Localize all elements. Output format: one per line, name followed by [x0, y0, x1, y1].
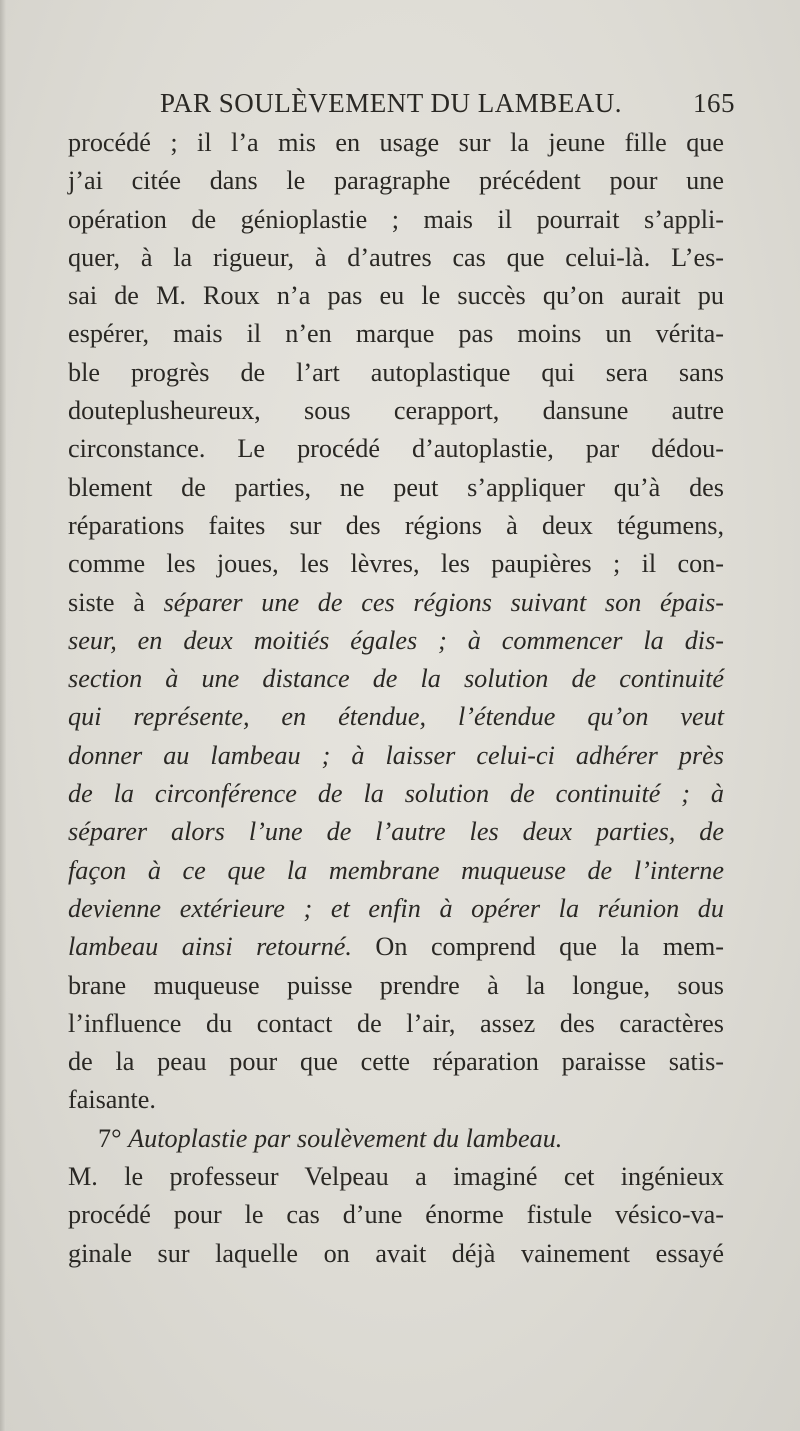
text-line: faisante.	[68, 1085, 156, 1115]
section-number: 7°	[98, 1123, 129, 1153]
section-title: Autoplastie par soulèvement du lambeau.	[128, 1123, 563, 1153]
text-line: ginale sur laquelle on avait déjà vainement essayé	[68, 1238, 724, 1268]
page-header	[160, 88, 735, 124]
text-line: comme les joues, les lèvres, les paupières ; il con-	[68, 549, 724, 579]
text-line	[68, 584, 724, 622]
text-line: douteplusheureux, sous cerapport, dansune autre	[68, 396, 724, 426]
italic-segment: lambeau ainsi retourné.	[68, 932, 352, 962]
text-line: procédé pour le cas d’une énorme fistule vésico-va-	[68, 1200, 724, 1230]
text-line: façon à ce que la membrane muqueuse de l’interne	[68, 855, 724, 885]
text-line: quer, à la rigueur, à d’autres cas que celui-là. L’es-	[68, 242, 724, 272]
text-line: brane muqueuse puisse prendre à la longue, sous	[68, 970, 724, 1000]
text-line: de la peau pour que cette réparation paraisse satis-	[68, 1047, 724, 1077]
text-line: donner au lambeau ; à laisser celui-ci adhérer près	[68, 740, 724, 770]
page-edge-shadow	[0, 0, 6, 1431]
text-line: circonstance. Le procédé d’autoplastie, par dédou-	[68, 434, 724, 464]
text-line	[68, 928, 724, 966]
text-line: devienne extérieure ; et enfin à opérer la réunion du	[68, 893, 724, 923]
text-segment: On comprend que la mem-	[351, 932, 724, 962]
text-line: j’ai citée dans le paragraphe précédent pour une	[68, 166, 724, 196]
text-line: qui représente, en étendue, l’étendue qu’on veut	[68, 702, 724, 732]
italic-segment: séparer une de ces régions suivant son épais-	[144, 587, 724, 617]
body-text	[68, 124, 724, 1273]
text-line: l’influence du contact de l’air, assez des caractères	[68, 1008, 724, 1038]
text-line: M. le professeur Velpeau a imaginé cet ingénieux	[68, 1162, 724, 1192]
page-number: 165	[693, 88, 735, 118]
text-line: sai de M. Roux n’a pas eu le succès qu’on aurait pu	[68, 281, 724, 311]
text-line: espérer, mais il n’en marque pas moins un vérita-	[68, 319, 724, 349]
text-line: seur, en deux moitiés égales ; à commencer la dis-	[68, 625, 724, 655]
text-line: réparations faites sur des régions à deux tégumens,	[68, 510, 724, 540]
text-line: séparer alors l’une de l’autre les deux parties, de	[68, 817, 724, 847]
text-line: ble progrès de l’art autoplastique qui sera sans	[68, 357, 724, 387]
text-segment: siste à	[68, 587, 145, 617]
section-heading-line	[68, 1120, 724, 1158]
text-line: procédé ; il l’a mis en usage sur la jeune fille que	[68, 128, 724, 157]
text-line: de la circonférence de la solution de continuité ; à	[68, 779, 724, 809]
text-line: section à une distance de la solution de continuité	[68, 664, 724, 694]
running-head: PAR SOULÈVEMENT DU LAMBEAU.	[160, 88, 623, 118]
text-line: blement de parties, ne peut s’appliquer qu’à des	[68, 472, 724, 502]
text-line: opération de génioplastie ; mais il pourrait s’appli-	[68, 204, 724, 234]
